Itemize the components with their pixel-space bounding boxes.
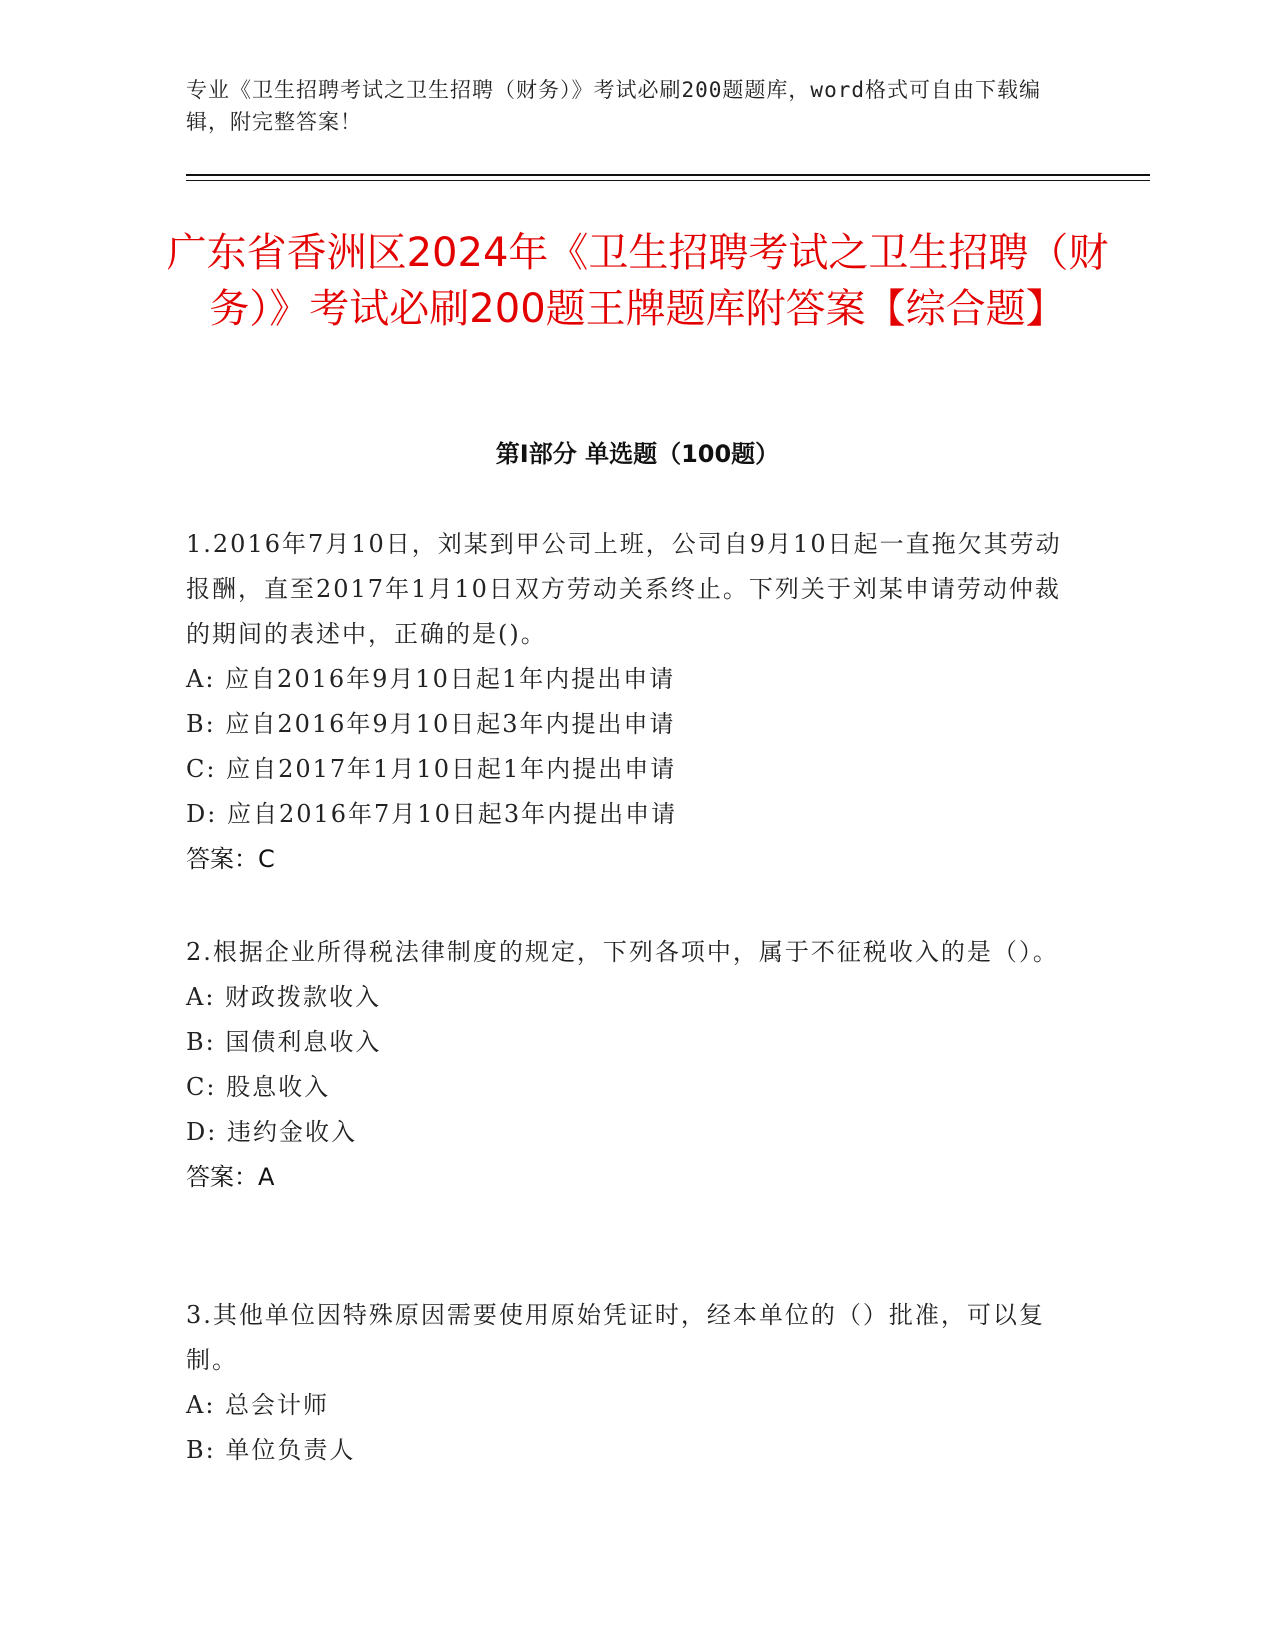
document-title: 广东省香洲区2024年《卫生招聘考试之卫生招聘（财务）》考试必刷200题王牌题库附答案【综合题】 <box>166 230 1109 332</box>
question-2 <box>186 930 1066 1200</box>
section-heading: 第I部分 单选题（100题） <box>495 440 780 468</box>
header-divider-thin <box>186 180 1150 181</box>
option-a: A: 总会计师 <box>186 1391 330 1419</box>
option-d: D: 违约金收入 <box>186 1118 357 1146</box>
option-c: C: 股息收入 <box>186 1073 331 1101</box>
option-c: C: 应自2017年1月10日起1年内提出申请 <box>186 755 677 783</box>
question-stem: 1.2016年7月10日，刘某到甲公司上班，公司自9月10日起一直拖欠其劳动报酬，直至2017年1月10日双方劳动关系终止。下列关于刘某申请劳动仲裁的期间的表述中，正确的是()。 <box>186 530 1062 648</box>
option-a: A: 财政拨款收入 <box>186 983 382 1011</box>
option-b: B: 国债利息收入 <box>186 1028 382 1056</box>
question-stem: 2.根据企业所得税法律制度的规定，下列各项中，属于不征税收入的是（）。 <box>186 938 1059 966</box>
question-3 <box>186 1293 1066 1473</box>
question-stem: 3.其他单位因特殊原因需要使用原始凭证时，经本单位的（）批准，可以复制。 <box>186 1301 1045 1374</box>
option-b: B: 应自2016年9月10日起3年内提出申请 <box>186 710 676 738</box>
header-note: 专业《卫生招聘考试之卫生招聘（财务）》考试必刷200题题库，word格式可自由下载编辑，附完整答案！ <box>186 78 1041 134</box>
option-b: B: 单位负责人 <box>186 1436 356 1464</box>
option-d: D: 应自2016年7月10日起3年内提出申请 <box>186 800 678 828</box>
answer: 答案：A <box>186 1163 275 1191</box>
answer: 答案：C <box>186 845 275 873</box>
question-1 <box>186 522 1066 882</box>
option-a: A: 应自2016年9月10日起1年内提出申请 <box>186 665 676 693</box>
header-divider-thick <box>186 174 1150 176</box>
